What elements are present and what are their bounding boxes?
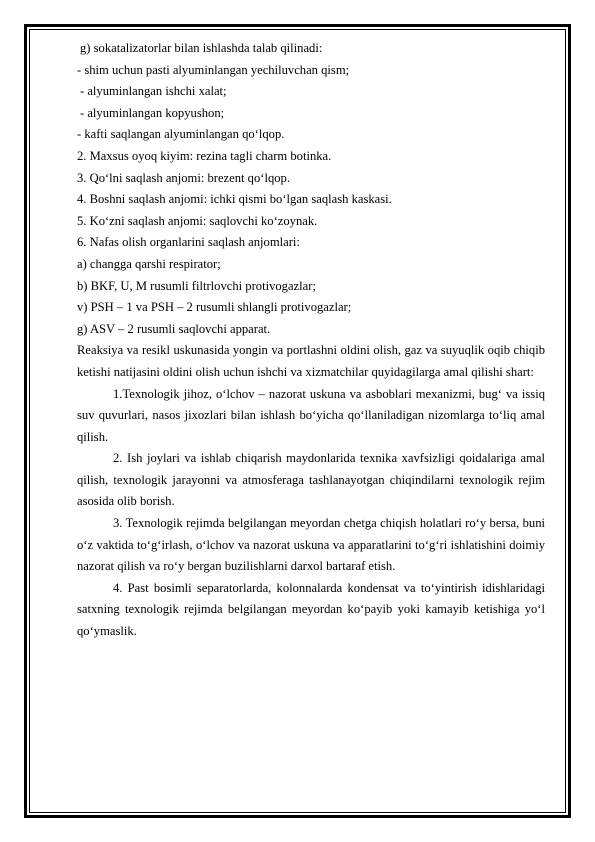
list-line: - alyuminlangan ishchi xalat; <box>80 84 227 99</box>
list-line: g) sokatalizatorlar bilan ishlashda talab qilinadi: <box>80 41 323 55</box>
intro-paragraph: Reaksiya va resikl uskunasida yongin va portlashni oldini olish, gaz va suyuqlik oqib chiqib ketishi natijasini oldini olish uchun ishchi va xizmatchilar quyidagilarga amal qilishi shart: <box>77 343 545 379</box>
list-line: 2. Maxsus oyoq kiyim: rezina tagli charm botinka. <box>77 148 332 163</box>
list-line: 4. Boshni saqlash anjomi: ichki qismi bo‘lgan saqlash kaskasi. <box>77 192 392 207</box>
rule-paragraph: 3. Texnologik rejimda belgilangan meyordan chetga chiqish holatlari ro‘y bersa, buni o‘z vaktida to‘g‘irlash, o‘lchov va nazorat uskuna va apparatlarini to‘g‘ri ishlatishini doimiy nazorat qilish va ro‘y bergan buzilishlarni darxol bartaraf etish. <box>77 516 545 574</box>
list-line: a) changga qarshi respirator; <box>77 256 221 271</box>
equipment-list <box>77 38 545 340</box>
list-line: 3. Qo‘lni saqlash anjomi: brezent qo‘lqop. <box>77 170 290 185</box>
list-line: - shim uchun pasti alyuminlangan yechiluvchan qism; <box>77 62 350 77</box>
list-line: v) PSH – 1 va PSH – 2 rusumli shlangli protivogazlar; <box>77 300 352 315</box>
list-line: - kafti saqlangan alyuminlangan qo‘lqop. <box>77 127 285 142</box>
list-line: 5. Ko‘zni saqlash anjomi: saqlovchi ko‘zoynak. <box>77 213 318 228</box>
rule-paragraph: 4. Past bosimli separatorlarda, kolonnalarda kondensat va to‘yintirish idishlaridagi satxning texnologik rejimda belgilangan meyordan ko‘payib yoki kamayib ketishiga yo‘l qo‘ymaslik. <box>77 580 545 639</box>
list-line: - alyuminlangan kopyushon; <box>80 105 225 120</box>
rule-paragraph: 1.Texnologik jihoz, o‘lchov – nazorat uskuna va asboblari mexanizmi, bug‘ va issiq suv quvurlari, nasos jixozlari bilan ishlash bo‘yicha qo‘llaniladigan nizomlarga to‘liq amal qilish. <box>77 386 545 444</box>
list-line: g) ASV – 2 rusumli saqlovchi apparat. <box>77 321 271 336</box>
rule-paragraph: 2. Ish joylari va ishlab chiqarish maydonlarida texnika xavfsizligi qoidalariga amal qilish, texnologik jarayonni va atmosferaga tashlanayotgan chiqindilarni texnologik rejim asosida olib borish. <box>77 451 545 509</box>
list-line: 6. Nafas olish organlarini saqlash anjomlari: <box>77 235 300 250</box>
list-line: b) BKF, U, M rusumli filtrlovchi protivogazlar; <box>77 278 316 293</box>
document-body <box>77 38 545 643</box>
